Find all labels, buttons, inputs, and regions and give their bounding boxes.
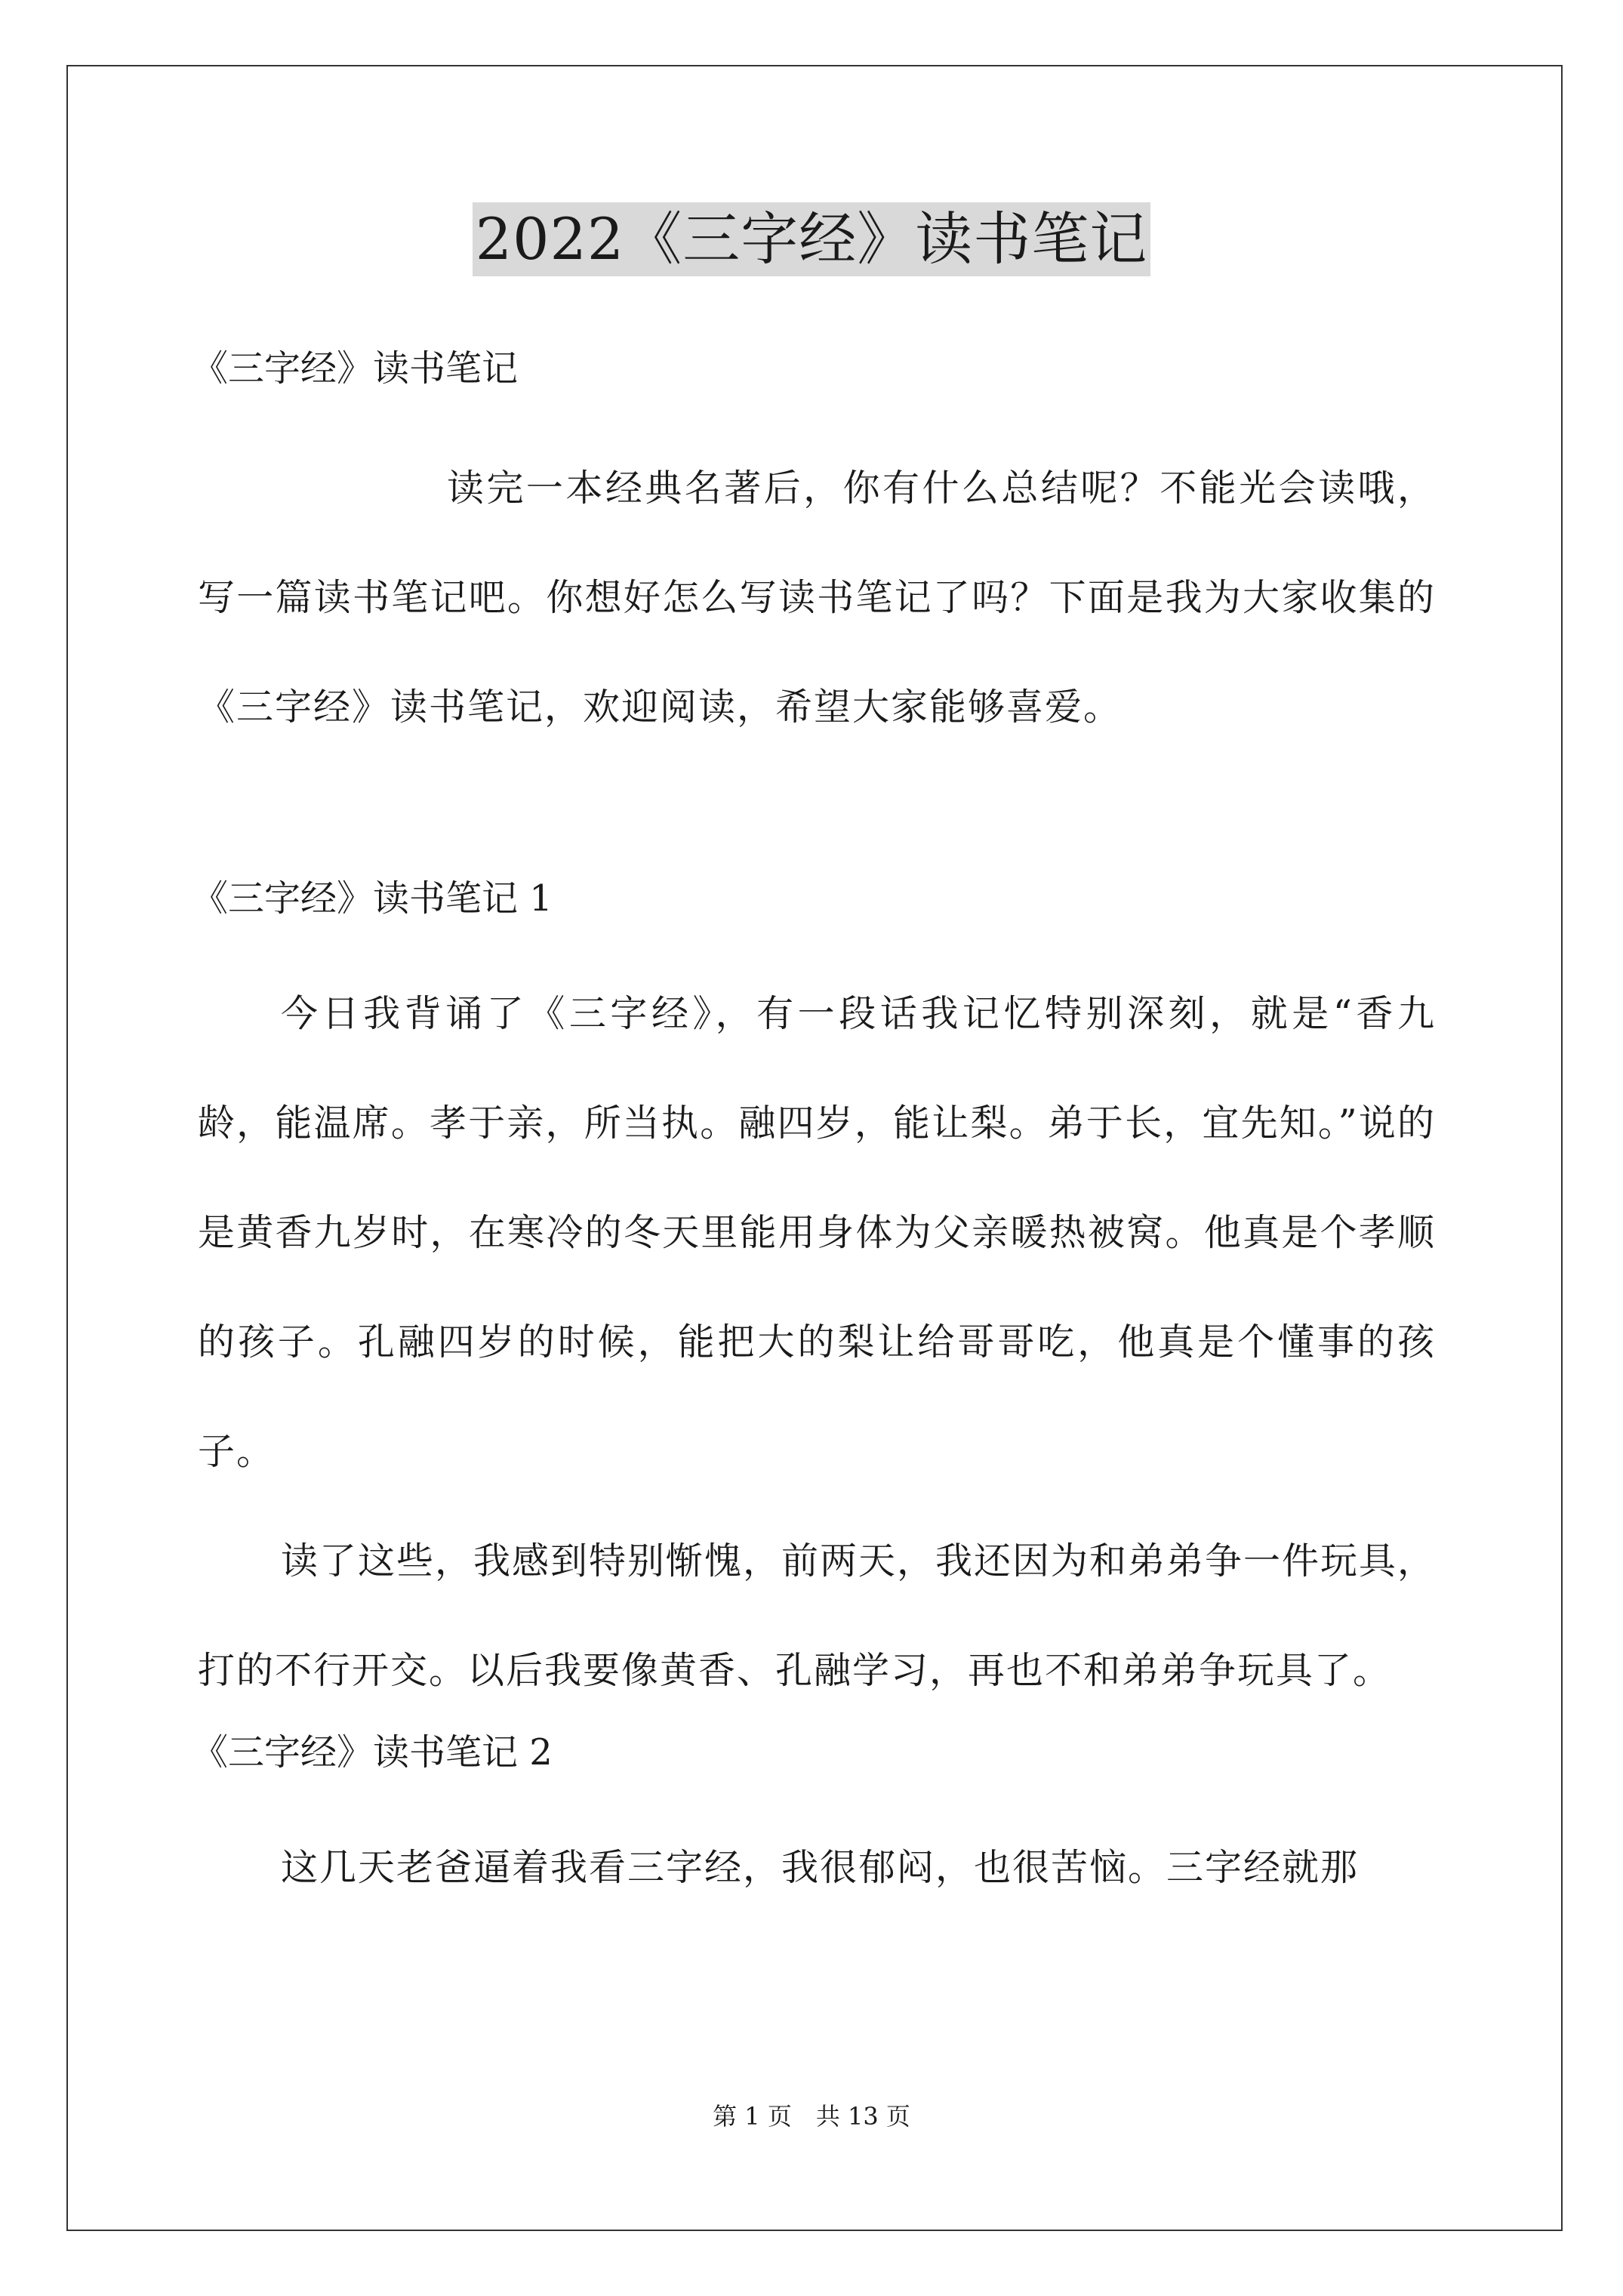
document-body — [192, 341, 1437, 1922]
section-1-heading: 《三字经》读书笔记 1 — [192, 877, 553, 920]
document-title: 2022《三字经》读书笔记 — [473, 202, 1150, 276]
section-1-paragraph-2: 读了这些，我感到特别惭愧，前两天，我还因为和弟弟争一件玩具，打的不行开交。以后我要像黄香、孔融学习，再也不和弟弟争玩具了。 — [198, 1539, 1437, 1692]
intro-paragraph: 读完一本经典名著后，你有什么总结呢？不能光会读哦，写一篇读书笔记吧。你想好怎么写读书笔记了吗？下面是我为大家收集的《三字经》读书笔记，欢迎阅读，希望大家能够喜爱。 — [198, 467, 1436, 729]
page-footer — [0, 2101, 1623, 2131]
section-2-paragraph-1: 这几天老爸逼着我看三字经，我很郁闷，也很苦恼。三字经就那 — [281, 1846, 1360, 1889]
document-subtitle: 《三字经》读书笔记 — [192, 347, 519, 390]
section-2-heading: 《三字经》读书笔记 2 — [192, 1731, 553, 1774]
page-number: 第 1 页 共 13 页 — [713, 2102, 910, 2131]
section-1-paragraph-1: 今日我背诵了《三字经》，有一段话我记忆特别深刻，就是“香九龄，能温席。孝于亲，所当执。融四岁，能让梨。弟于长，宜先知。”说的是黄香九岁时，在寒冷的冬天里能用身体为父亲暖热被窝。他真是个孝顺的孩子。孔融四岁的时候，能把大的梨让给哥哥吃，他真是个懂事的孩子。 — [198, 992, 1436, 1473]
title-container — [0, 202, 1623, 276]
